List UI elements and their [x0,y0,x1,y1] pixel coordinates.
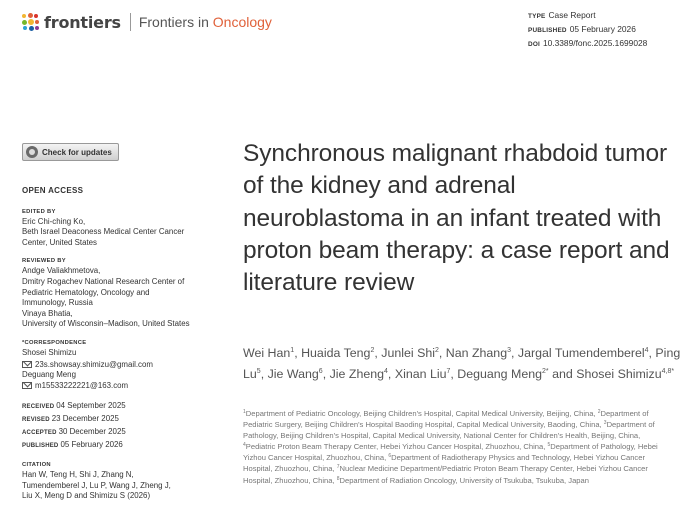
editor-line: Eric Chi-ching Ko, [22,216,86,226]
article-sidebar [22,186,222,511]
doi-label: DOI [528,41,540,48]
crossmark-icon [26,146,38,158]
correspondent-name: Deguang Meng [22,369,76,379]
affiliation-item: $^7$Nuclear Medicine Department/Pediatric Proton Beam Therapy Center, Hebei Yizhou Cancer Hospital, Zhuozhou, China, [243,464,648,485]
revised-value: 23 December 2025 [51,414,119,424]
accepted-date [22,426,222,439]
article-doi[interactable] [528,37,647,51]
type-label: TYPE [528,13,546,20]
affiliation-marker: 5 [547,442,551,449]
envelope-icon [22,382,32,389]
author-name[interactable]: Shosei Shimizu$^{4,8*}$ [576,366,675,381]
email-address[interactable]: 23s.showsay.shimizu@gmail.com [35,359,153,369]
accepted-value: 30 December 2025 [58,427,126,437]
accepted-label: ACCEPTED [22,430,57,437]
affiliation-item: $^3$Department of Pathology, Beijing Children's Hospital, Capital Medical University, National Center for Children's Health, Beijing, China, [243,420,655,441]
dates-section [22,400,222,452]
edited-by-label: EDITED BY [22,208,56,215]
edited-by-section [22,208,222,249]
article-title: Synchronous malignant rhabdoid tumor of the kidney and adrenal neuroblastoma in an infant treated with proton beam therapy: a case report and literature review [243,140,670,297]
author-name[interactable]: Nan Zhang$^3$ [445,346,511,360]
author-name[interactable]: Junlei Shi$^2$ [381,346,439,360]
affiliation-item: $^4$Pediatric Proton Beam Therapy Center, Hebei Yizhou Cancer Hospital, Zhuozhou, China, [243,442,548,452]
author-name[interactable]: Xinan Liu$^7$ [394,366,451,381]
affiliation-item: $^2$Department of Pediatric Surgery, Beijing Children's Hospital Baoding Hospital, Capital Medical University, Baoding, China, [243,409,649,430]
correspondence-label: *CORRESPONDENCE [22,339,87,346]
citation-label: CITATION [22,462,51,469]
journal-prefix: Frontiers in [138,14,213,30]
author-affiliation-marker: 6 [318,367,323,375]
check-for-updates-label: Check for updates [42,147,112,157]
correspondent-name: Shosei Shimizu [22,347,77,357]
citation-line: Tumendemberel J, Lu P, Wang J, Zheng J, [22,480,171,490]
affiliation-marker: 7 [336,464,340,471]
type-value: Case Report [548,10,596,20]
brand-name: frontiers [44,12,121,32]
affiliation-marker: 4 [243,442,246,449]
author-name[interactable]: Jie Wang$^6$ [267,366,323,381]
published-value: 05 February 2026 [569,24,636,34]
author-affiliation-marker: 4 [384,367,388,375]
reviewed-by-section [22,257,222,330]
citation-line: Han W, Teng H, Shi J, Zhang N, [22,470,134,480]
published-label: PUBLISHED [22,443,59,450]
reviewer-line: Andge Valiakhmetova, [22,266,101,276]
author-affiliation-marker: 5 [256,367,261,375]
doi-value[interactable]: 10.3389/fonc.2025.1699028 [542,38,648,48]
published-date [22,439,222,452]
author-affiliation-marker: 2 [434,347,439,354]
author-name[interactable]: Jie Zheng$^4$ [329,366,388,381]
author-affiliation-marker: 2 [370,347,375,354]
affiliation-item: $^1$Department of Pediatric Oncology, Beijing Children's Hospital, Capital Medical University, Beijing, China, [243,409,598,418]
email-address[interactable]: m15533222221@163.com [35,381,129,391]
revised-date [22,413,222,426]
affiliation-item: $^8$Department of Radiation Oncology, University of Tsukuba, Tsukuba, Japan [336,475,589,485]
affiliation-marker: 3 [603,420,607,427]
received-date [22,400,222,413]
affiliation-item: $^5$Department of Pathology, Hebei Yizhou Cancer Hospital, Zhuozhou, China, [243,442,658,463]
author-affiliation-marker: 4 [644,347,649,354]
reviewer-line: Immunology, Russia [22,298,93,308]
author-name[interactable]: Deguang Meng$^{2*}$ [457,366,549,381]
article-type [528,9,647,23]
author-affiliation-marker: 7 [446,367,451,375]
reviewer-line: University of Wisconsin–Madison, United States [22,319,190,329]
reviewer-line: Dmitry Rogachev National Research Center of [22,276,185,286]
author-name[interactable]: Huaida Teng$^2$ [301,346,375,360]
frontiers-logo-icon [22,13,40,31]
author-name[interactable]: Ping Lu$^5$ [243,346,681,381]
frontiers-logo[interactable] [22,12,272,32]
published-label: PUBLISHED [528,27,567,34]
editor-line: Beth Israel Deaconess Medical Center Cancer [22,227,185,237]
author-list: Wei Han$^1$, Huaida Teng$^2$, Junlei Shi$^2$, Nan Zhang$^3$, Jargal Tumendemberel$^4$, Ping Lu$^5$, Jie Wang$^6$, Jie Zheng$^4$, Xinan Liu$^7$, Deguang Meng$^{2*}$ and Shosei Shimizu$^{4,8*}$ [243,346,681,381]
affiliation-marker: 8 [336,475,340,482]
correspondence-section [22,339,222,391]
received-label: RECEIVED [22,404,55,411]
reviewer-line: Vinaya Bhatia, [22,308,73,318]
reviewer-line: Pediatric Hematology, Oncology and [22,287,150,297]
affiliation-marker: 6 [388,453,392,460]
received-value: 04 September 2025 [56,401,126,411]
author-name[interactable]: Jargal Tumendemberel$^4$ [517,346,649,360]
affiliation-marker: 1 [243,409,246,415]
check-for-updates-button[interactable] [22,143,119,161]
envelope-icon [22,361,32,368]
author-affiliation-marker: 1 [290,347,295,354]
published-value: 05 February 2026 [60,440,123,450]
affiliations [243,408,663,486]
editor-line: Center, United States [22,237,98,247]
citation-line: Liu X, Meng D and Shimizu S (2026) [22,491,151,501]
revised-label: REVISED [22,417,50,424]
article-meta [528,9,647,51]
author-affiliation-marker: 4,8* [661,367,675,375]
article-published [528,23,647,37]
author-affiliation-marker: 3 [507,347,511,354]
author-name[interactable]: Wei Han$^1$ [243,346,295,360]
author-connector: and [552,366,573,381]
journal-name [139,14,272,30]
affiliation-item: $^6$Department of Radiotherapy Physics and Technology, Hebei Yizhou Cancer Hospital, Zhuozhou, China, [243,453,645,474]
logo-divider [130,13,131,31]
citation-section [22,461,222,502]
author-affiliation-marker: 2* [542,367,549,375]
reviewed-by-label: REVIEWED BY [22,258,66,265]
email-link[interactable] [22,359,222,370]
journal-section: Oncology [212,14,272,30]
email-link[interactable] [22,380,222,391]
affiliation-marker: 2 [597,409,601,415]
open-access-label: OPEN ACCESS [22,186,84,195]
